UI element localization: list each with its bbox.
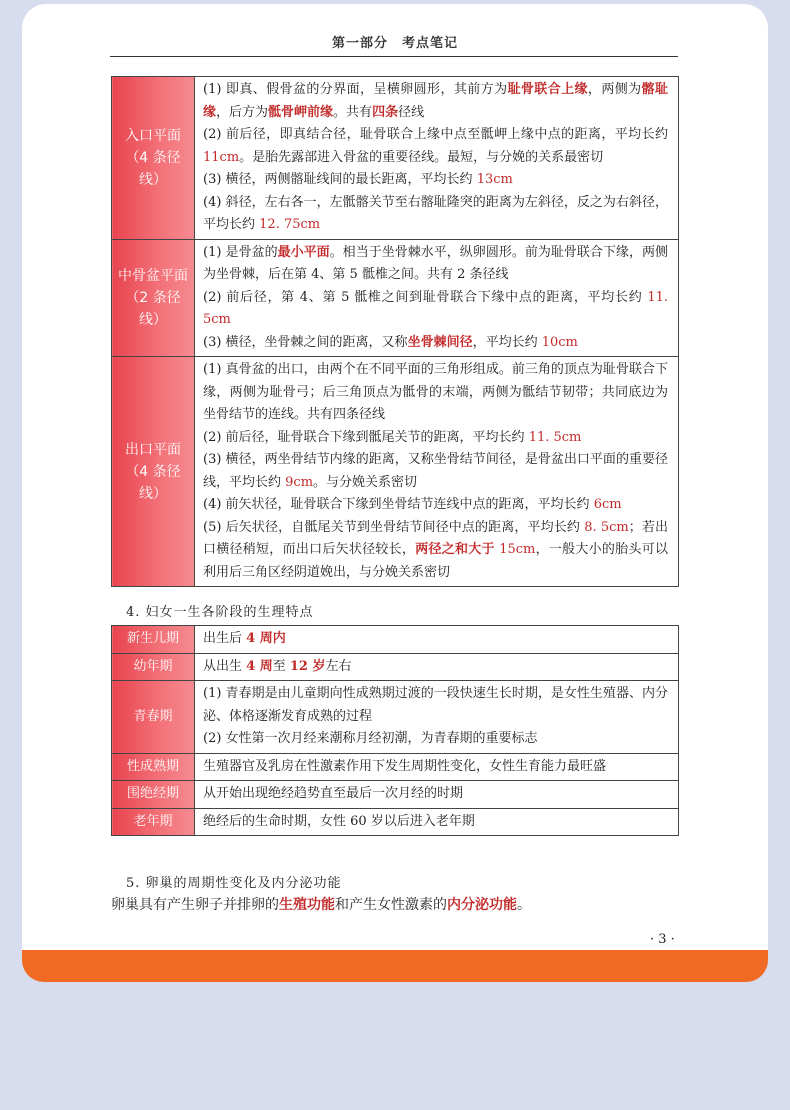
stage-label: 新生儿期 [112,626,195,654]
description-line [203,517,668,585]
text-run: 左右 [325,658,352,674]
text-run: (2) 女性第一次月经来潮称月经初潮，为青春期的重要标志 [203,731,538,746]
highlighted-text: 4 周 [246,658,273,674]
stage-description [195,753,679,781]
description-line [203,124,668,169]
highlighted-text: 内分泌功能 [447,897,517,913]
plane-diameter-count: （4 条径线） [125,463,181,502]
text-run: (4) 斜径，左右各一，左骶髂关节至右髂耻隆突的距离为左斜径，反之为右斜径，平均长约 [203,194,668,232]
text-run: ，一般大小的胎头可以利用后三角区经阴道娩出，与分娩关系密切 [203,542,668,580]
stage-label: 围绝经期 [112,781,195,809]
plane-diameter-count: （2 条径线） [125,289,181,328]
description-line [203,332,668,355]
table-row [112,753,679,781]
highlighted-text: 耻骨联合上缘 [507,82,588,97]
stage-description [195,626,679,654]
section-4-title: 4. 妇女一生各阶段的生理特点 [126,605,314,620]
highlighted-text: 6cm [593,497,622,512]
running-header: 第一部分 考点笔记 [331,36,458,51]
plane-label [112,357,195,587]
plane-name: 中骨盆平面 [118,267,188,284]
highlighted-text: 两径之和大于 [415,542,495,557]
text-run: 和产生女性激素的 [335,897,447,913]
text-run: (2) 前后径，即真结合径，耻骨联合上缘中点至骶岬上缘中点的距离，平均长约 [203,127,668,142]
table-row [112,239,679,357]
text-run: ，后方为 [216,104,269,120]
highlighted-text: 9cm [285,474,314,490]
text-run: ，平均长约 [472,334,542,350]
text-run: (3) 横径，坐骨棘之间的距离，又称 [203,334,408,350]
plane-name: 入口平面 [125,127,181,144]
plane-description [195,357,679,587]
highlighted-text: 四条 [372,104,399,120]
ovary-paragraph [111,894,691,914]
text-run: 生殖器官及乳房在性激素作用下发生周期性变化，女性生育能力最旺盛 [203,758,607,774]
description-line [203,242,668,287]
text-run: 从开始出现绝经趋势直至最后一次月经的时期 [203,786,464,801]
table-row [112,781,679,809]
text-run: (2) 前后径，第 4、第 5 骶椎之间到耻骨联合下缘中点的距离，平均长约 [203,289,648,305]
table-row [112,681,679,754]
section-5-title: 5. 卵巢的周期性变化及内分泌功能 [126,876,342,891]
description-line [203,287,668,332]
highlighted-text: 8. 5cm [584,519,629,535]
description-line [203,683,668,728]
pelvis-planes-table [111,76,679,587]
text-run: (1) 真骨盆的出口，由两个在不同平面的三角形组成。前三角的顶点为耻骨联合下缘，两侧为耻骨弓；后三角顶点为骶骨的末端，两侧为骶结节韧带；共同底边为坐骨结节的连线。共有四条径线 [203,362,668,422]
text-run: (1) 青春期是由儿童期向性成熟期过渡的一段快速生长时期，是女性生殖器、内分泌、体格逐渐发育成熟的过程 [203,686,668,724]
plane-description [195,77,679,240]
text-run: (2) 前后径，耻骨联合下缘到骶尾关节的距离，平均长约 [203,429,529,445]
highlighted-text: 11. 5cm [528,429,582,445]
highlighted-text: 最小平面 [277,244,330,260]
stage-description [195,808,679,836]
stage-label: 性成熟期 [112,753,195,781]
description-line [203,449,668,494]
text-run: 。是胎先露部进入骨盆的重要径线。最短，与分娩的关系最密切 [239,149,604,165]
highlighted-text: 生殖功能 [279,897,335,913]
text-run: 至 [272,658,290,674]
description-line [203,811,668,834]
highlighted-text: 12. 75cm [259,217,321,232]
stage-description [195,781,679,809]
description-line [203,79,668,124]
life-stages-table [111,625,679,836]
stage-description [195,681,679,754]
description-line [203,783,668,806]
table-row [112,808,679,836]
text-run: (1) 是骨盆的 [203,244,278,260]
table-row [112,626,679,654]
text-run: 出生后 [203,631,247,646]
description-line [203,192,668,237]
page-number: · 3 · [650,932,675,947]
text-run: ，两侧为 [587,82,642,97]
header-rule [110,56,678,57]
description-line [203,359,668,427]
description-line [203,656,668,679]
plane-label [112,239,195,357]
plane-diameter-count: （4 条径线） [125,149,181,188]
table-row [112,77,679,240]
highlighted-text: 11cm [203,149,240,165]
description-line [203,728,668,751]
highlighted-text: 15cm [499,542,536,557]
book-page [22,4,768,950]
description-line [203,427,668,450]
text-run: 径线 [398,104,425,120]
text-run: 。与分娩关系密切 [313,474,418,490]
highlighted-text: 11. 5cm [203,289,668,327]
text-run: 从出生 [203,658,247,674]
text-run: (1) 即真、假骨盆的分界面，呈横卵圆形，其前方为 [203,82,508,97]
text-run: (3) 横径，两侧髂耻线间的最长距离，平均长约 [203,172,477,187]
text-run: ；若出口横径稍短，而出口后矢状径较长， [203,519,668,557]
table-row [112,653,679,681]
highlighted-text: 坐骨棘间径 [407,334,473,350]
text-run: (5) 后矢状径，自骶尾关节到坐骨结节间径中点的距离，平均长约 [203,519,585,535]
text-run: 绝经后的生命时期，女性 60 岁以后进入老年期 [203,813,475,829]
highlighted-text: 12 岁 [289,658,326,674]
text-run: 卵巢具有产生卵子并排卵的 [111,897,279,913]
text-run: (3) 横径，两坐骨结节内缘的距离，又称坐骨结节间径，是骨盆出口平面的重要径线，平均长约 [203,452,668,490]
highlighted-text: 4 周内 [246,631,286,646]
description-line [203,494,668,517]
stage-label: 老年期 [112,808,195,836]
table-row [112,357,679,587]
stage-label: 青春期 [112,681,195,754]
plane-label [112,77,195,240]
text-run: (4) 前矢状径，耻骨联合下缘到坐骨结节连线中点的距离，平均长约 [203,497,594,512]
description-line [203,756,668,779]
stage-label: 幼年期 [112,653,195,681]
text-run: 。 [517,897,531,913]
description-line [203,628,668,651]
description-line [203,169,668,192]
plane-name: 出口平面 [125,441,181,458]
highlighted-text: 骶骨岬前缘 [268,104,334,120]
highlighted-text: 13cm [476,172,513,187]
plane-description [195,239,679,357]
text-run: 。相当于坐骨棘水平，纵卵圆形。前为耻骨联合下缘，两侧为坐骨棘，后在第 4、第 5 骶椎之间。共有 2 条径线 [203,244,668,282]
highlighted-text: 10cm [541,334,578,350]
highlighted-text: 髂耻缘 [203,82,668,120]
stage-description [195,653,679,681]
text-run: 。共有 [333,104,373,120]
